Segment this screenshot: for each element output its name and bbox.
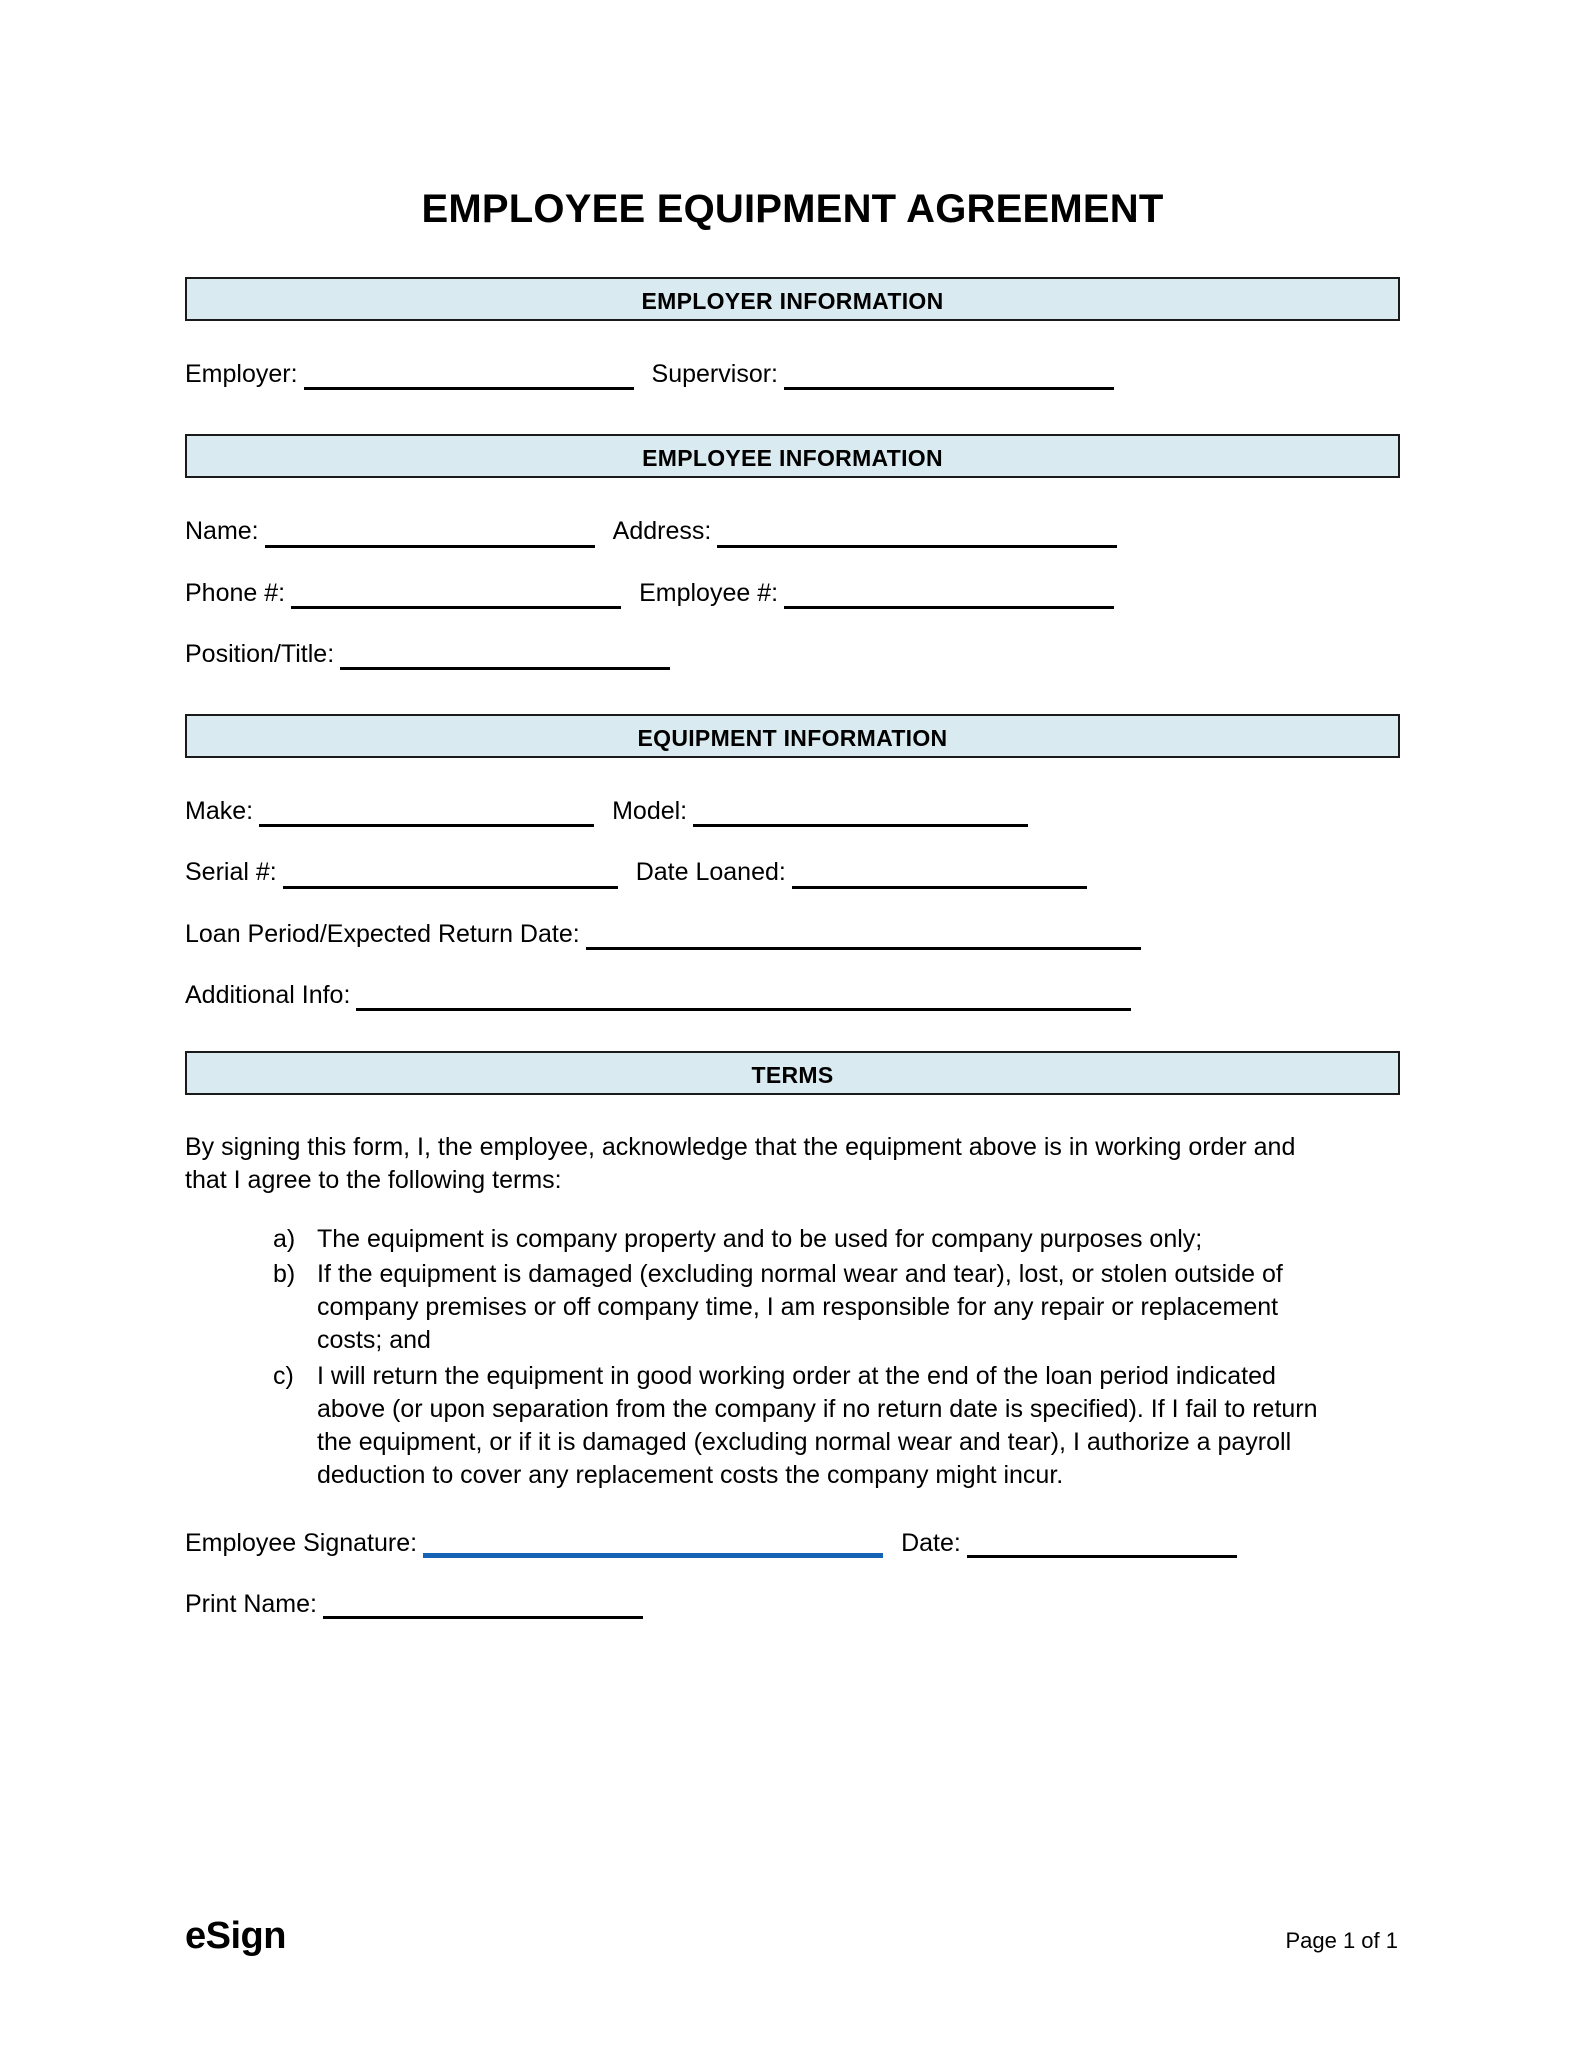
phone-label: Phone #: xyxy=(185,578,286,607)
terms-item-text: If the equipment is damaged (excluding normal wear and tear), lost, or stolen outside of company premises or off company time, I am responsible for any repair or replacement costs; and xyxy=(317,1259,1283,1355)
print-name-label: Print Name: xyxy=(185,1589,317,1618)
terms-list-item xyxy=(185,1223,1400,1256)
loan-period-input[interactable] xyxy=(586,921,1141,950)
equipment-additional-info-row xyxy=(185,980,1400,1011)
terms-item-marker: b) xyxy=(273,1259,296,1288)
serial-number-input[interactable] xyxy=(283,860,618,889)
loan-period-label: Loan Period/Expected Return Date: xyxy=(185,919,580,948)
supervisor-label: Supervisor: xyxy=(651,360,778,388)
section-header-equipment: EQUIPMENT INFORMATION xyxy=(185,714,1400,758)
date-loaned-label: Date Loaned: xyxy=(635,858,786,887)
equipment-loan-period-row xyxy=(185,919,1400,950)
page-indicator: Page 1 of 1 xyxy=(1285,1928,1398,1953)
section-header-terms: TERMS xyxy=(185,1051,1400,1095)
address-input[interactable] xyxy=(717,519,1117,548)
phone-input[interactable] xyxy=(291,580,621,609)
page-title: EMPLOYEE EQUIPMENT AGREEMENT xyxy=(421,187,1164,231)
section-header-employer: EMPLOYER INFORMATION xyxy=(185,277,1400,321)
esign-logo: eSign xyxy=(185,1915,286,1957)
additional-info-input[interactable] xyxy=(356,982,1131,1011)
terms-item-text: I will return the equipment in good working order at the end of the loan period indicated above (or upon separation from the company if no return date is specified). If I fail to return the equipment, or if it is damaged (excluding normal wear and tear), I authorize a payroll deduction to cover any replacement costs the company might incur. xyxy=(317,1361,1318,1490)
name-label: Name: xyxy=(185,517,259,546)
employee-signature-input[interactable] xyxy=(423,1527,883,1558)
signature-date-label: Date: xyxy=(901,1528,961,1557)
print-name-input[interactable] xyxy=(323,1590,643,1619)
serial-number-label: Serial #: xyxy=(185,858,277,887)
signature-row xyxy=(185,1527,1400,1558)
make-label: Make: xyxy=(185,797,254,825)
employee-number-label: Employee #: xyxy=(639,578,779,607)
print-name-row xyxy=(185,1590,1400,1619)
employee-phone-row xyxy=(185,578,1400,609)
employee-number-input[interactable] xyxy=(784,580,1114,609)
employee-position-row xyxy=(185,639,1400,670)
supervisor-input[interactable] xyxy=(784,361,1114,390)
make-input[interactable] xyxy=(259,798,594,827)
position-title-input[interactable] xyxy=(340,641,670,670)
equipment-make-row xyxy=(185,796,1400,827)
terms-list-item xyxy=(185,1360,1400,1493)
name-input[interactable] xyxy=(265,519,595,548)
terms-intro-text: By signing this form, I, the employee, acknowledge that the equipment above is in working order and that I agree to the following terms: xyxy=(185,1133,1296,1195)
model-input[interactable] xyxy=(693,798,1028,827)
terms-item-marker: c) xyxy=(273,1361,294,1390)
additional-info-label: Additional Info: xyxy=(185,980,351,1009)
position-title-label: Position/Title: xyxy=(185,639,335,668)
document-content xyxy=(185,0,1400,1619)
terms-list-item xyxy=(185,1258,1400,1358)
page-footer xyxy=(185,1915,1398,1958)
equipment-serial-row xyxy=(185,857,1400,888)
section-header-employee: EMPLOYEE INFORMATION xyxy=(185,434,1400,478)
model-label: Model: xyxy=(612,797,688,825)
terms-item-marker: a) xyxy=(273,1224,296,1253)
employee-name-row xyxy=(185,516,1400,547)
signature-date-input[interactable] xyxy=(967,1529,1237,1558)
address-label: Address: xyxy=(612,517,712,546)
employee-signature-label: Employee Signature: xyxy=(185,1528,418,1557)
employer-input[interactable] xyxy=(304,361,634,390)
terms-list xyxy=(185,1223,1400,1493)
date-loaned-input[interactable] xyxy=(792,860,1087,889)
employer-label: Employer: xyxy=(185,360,298,388)
employer-row xyxy=(185,359,1400,390)
terms-item-text: The equipment is company property and to be used for company purposes only; xyxy=(317,1224,1203,1253)
